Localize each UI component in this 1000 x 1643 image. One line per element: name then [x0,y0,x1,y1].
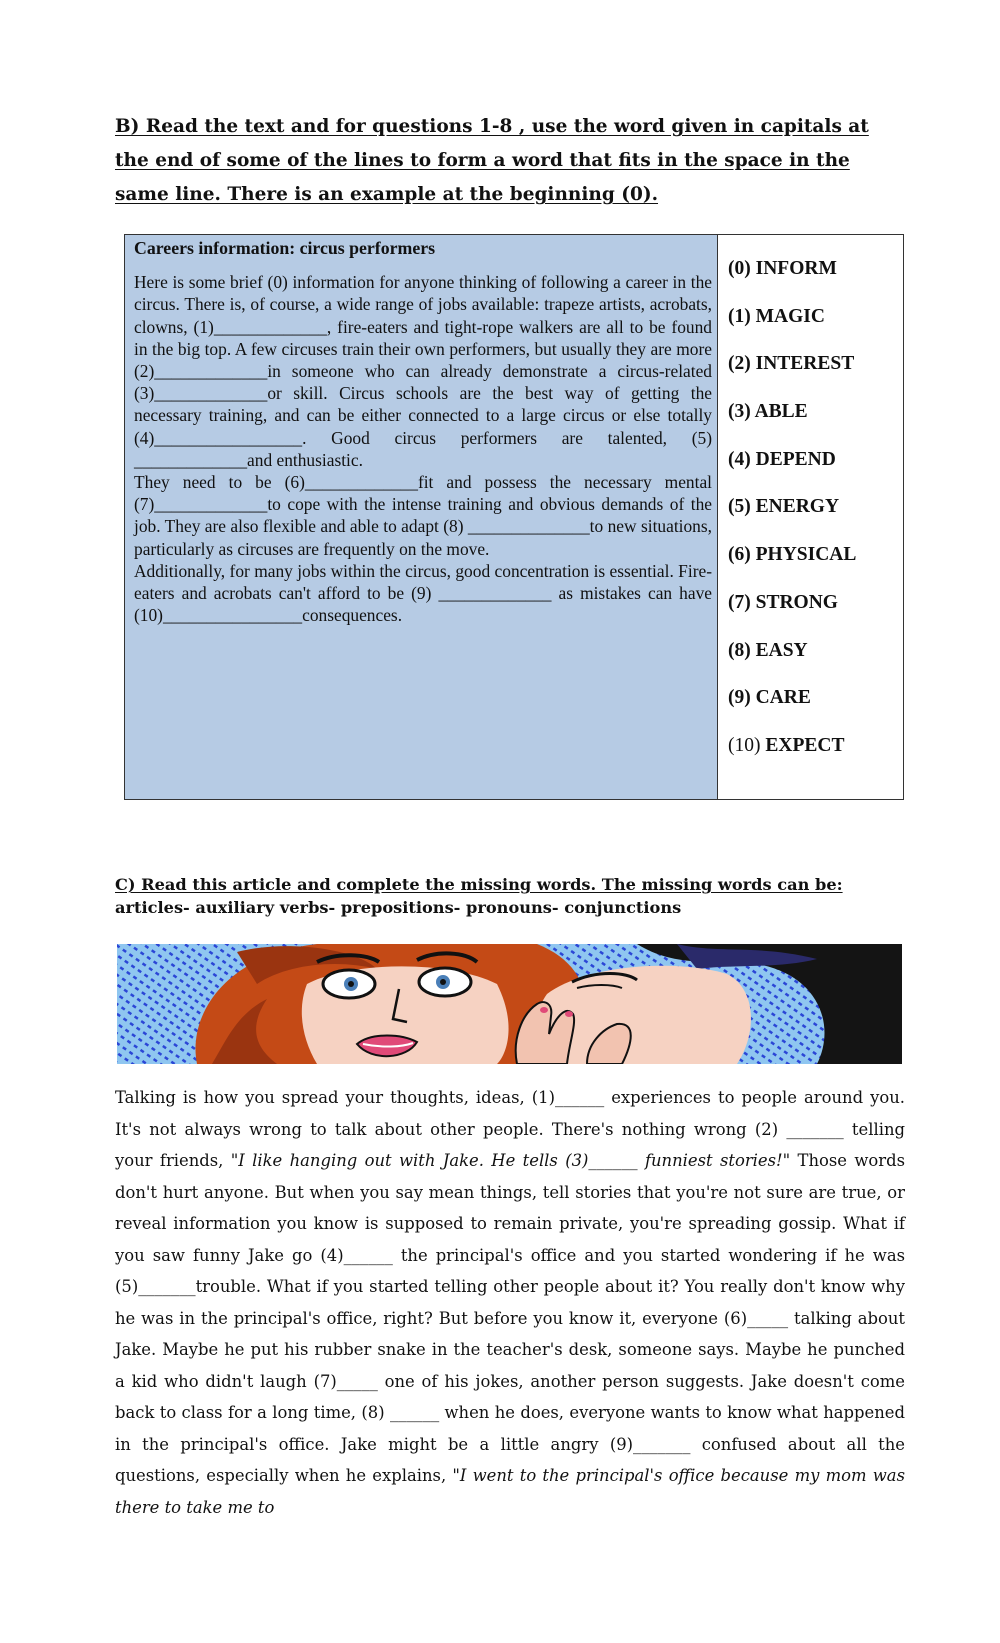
passage-title: Careers information: circus performers [134,238,436,258]
word-item: (4) DEPEND [728,448,836,470]
word-item: (7) STRONG [728,591,838,613]
passage-paragraph: They need to be (6)_____________fit and possess the necessary mental (7)_____________to cope with the intense training and obvious demands of the job. They are also flexible and able to adapt (8) ______________to new situations, particularly as circuses are frequently on the move. [134,472,712,559]
passage-paragraph: Here is some brief (0) information for anyone thinking of following a career in the circus. There is, of course, a wide range of jobs available: trapeze artists, acrobats, clowns, (1)_____________, fire-eaters and tight-rope walkers are all to be found in the big top. A few circuses train their own performers, but usually they are more (2)_____________in someone who can already demonstrate a circus-related (3)_____________or skill. Circus schools are the best way of getting the necessary training, and can be either connected to a large circus or else totally (4)_________________. Good circus performers are talented, (5) _____________and enthusiastic. [134,272,712,470]
whispering-women-image [117,944,902,1064]
article-part: Talking is how you spread your thoughts, ideas, (1)______ experiences to people around you. It's not always wrong to talk about other people. There's nothing wrong (2) _______ telling your friends, [115,1088,905,1170]
word-item: (9) CARE [728,687,811,709]
section-c-instruction [115,873,905,919]
word-item: (6) PHYSICAL [728,544,857,566]
word-item: (0) INFORM [728,258,837,279]
word-item: (3) ABLE [728,401,808,423]
word-item: (5) ENERGY [728,496,840,518]
section-c-instruction-line2: articles- auxiliary verbs- prepositions- pronouns- conjunctions [115,898,682,917]
article-quote: "I like hanging out with Jake. He tells (3)______ funniest stories!" [230,1151,791,1170]
article-part: Those words don't hurt anyone. But when you say mean things, tell stories that you're not sure are true, or reveal information you know is supposed to remain private, you're spreading gossip. What if you saw funny Jake go (4)______ the principal's office and you started wondering if he was (5)_______trouble. What if you started telling other people about it? You really don't know why he was in the principal's office, right? But before you know it, everyone (6)_____ talking about Jake. Maybe he put his rubber snake in the teacher's desk, someone says. Maybe he punched a kid who didn't laugh (7)_____ one of his jokes, another person suggests. Jake doesn't come back to class for a long time, (8) ______ when he does, everyone wants to know what happened in the principal's office. Jake might be a little angry (9)_______ confused about all the questions, especially when he explains, [115,1151,905,1485]
passage-cell [125,235,718,799]
section-b-instruction: B) Read the text and for questions 1-8 , use the word given in capitals at the end of some of the lines to form a word that fits in the space in the same line. There is an example at the beginning (0). [115,116,869,205]
word-item: (2) INTEREST [728,353,855,375]
article-quote: "I went to the principal's office because my mom was there to take me to [115,1466,905,1517]
pop-art-illustration [117,944,902,1064]
article-text [115,1082,905,1523]
word-item: (10) EXPECT [728,734,845,756]
word-formation-table [124,234,904,800]
word-item: (8) EASY [728,639,808,661]
word-list-cell [718,235,903,799]
passage-paragraph: Additionally, for many jobs within the circus, good concentration is essential. Fire-eaters and acrobats can't afford to be (9) _____________ as mistakes can have (10)________________consequences. [134,560,712,626]
section-c-instruction-line1: C) Read this article and complete the missing words. The missing words can be: [115,875,843,894]
word-item: (1) MAGIC [728,305,825,327]
